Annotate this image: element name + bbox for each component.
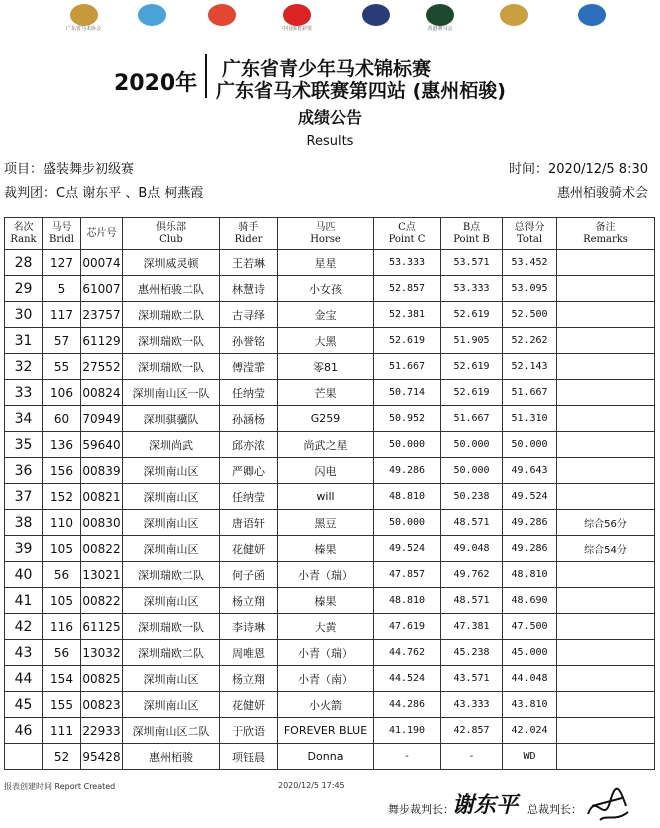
column-header-en: Rank — [10, 233, 37, 245]
total-cell: 51.310 — [503, 406, 557, 432]
total-cell: 52.500 — [503, 302, 557, 328]
remarks-cell — [557, 328, 655, 354]
point-b-cell: 48.571 — [441, 588, 503, 614]
club-cell: 深圳骐骥队 — [123, 406, 220, 432]
point-b-cell: 52.619 — [441, 380, 503, 406]
rider-cell: 杨立翔 — [220, 666, 278, 692]
point-b-cell: 43.571 — [441, 666, 503, 692]
chief-judge-signature: 谢东平 — [452, 792, 519, 818]
point-b-cell: 48.571 — [441, 510, 503, 536]
remarks-cell — [557, 744, 655, 770]
rank-cell: 37 — [5, 484, 43, 510]
remarks-cell — [557, 250, 655, 276]
club-cell: 深圳瑞欧二队 — [123, 562, 220, 588]
rank-cell: 30 — [5, 302, 43, 328]
total-cell: 42.024 — [503, 718, 557, 744]
total-cell: 47.500 — [503, 614, 557, 640]
total-cell: 49.286 — [503, 510, 557, 536]
remarks-cell — [557, 484, 655, 510]
remarks-cell: 综合54分 — [557, 536, 655, 562]
bridle-cell: 111 — [43, 718, 81, 744]
column-header-cn: 马匹 — [315, 221, 336, 233]
horse-cell: 闪电 — [278, 458, 374, 484]
point-b-cell: 50.000 — [441, 432, 503, 458]
chip-cell: 00824 — [81, 380, 123, 406]
rider-cell: 李诗琳 — [220, 614, 278, 640]
point-c-cell: 52.381 — [374, 302, 441, 328]
remarks-cell — [557, 354, 655, 380]
chief-judge-label: 舞步裁判长： — [388, 803, 454, 816]
table-row — [5, 250, 655, 276]
shield-emblem-logo — [362, 4, 390, 36]
point-c-cell: 48.810 — [374, 484, 441, 510]
rank-cell: 46 — [5, 718, 43, 744]
table-row — [5, 276, 655, 302]
column-header-en: Point C — [388, 233, 426, 245]
club-cell: 深圳尚武 — [123, 432, 220, 458]
total-cell: 48.810 — [503, 562, 557, 588]
bridle-cell: 110 — [43, 510, 81, 536]
rider-cell: 林慧诗 — [220, 276, 278, 302]
column-header-cn: 总得分 — [514, 221, 545, 233]
rank-cell: 41 — [5, 588, 43, 614]
column-header — [278, 218, 374, 250]
point-b-cell: 52.619 — [441, 354, 503, 380]
point-c-cell: - — [374, 744, 441, 770]
total-cell: 45.000 — [503, 640, 557, 666]
rank-cell: 42 — [5, 614, 43, 640]
chip-cell: 00074 — [81, 250, 123, 276]
bridle-cell: 52 — [43, 744, 81, 770]
horse-cell: Donna — [278, 744, 374, 770]
general-judge-label: 总裁判长： — [527, 803, 582, 816]
point-b-cell: 50.000 — [441, 458, 503, 484]
point-c-cell: 51.667 — [374, 354, 441, 380]
column-header-cn: B点 — [462, 221, 481, 233]
table-row — [5, 614, 655, 640]
point-c-cell: 50.714 — [374, 380, 441, 406]
column-header — [374, 218, 441, 250]
column-header — [441, 218, 503, 250]
bridle-cell: 127 — [43, 250, 81, 276]
point-c-cell: 49.286 — [374, 458, 441, 484]
bridle-cell: 116 — [43, 614, 81, 640]
title-line-2: 广东省马术联赛第四站 (惠州栢骏) — [216, 80, 506, 102]
rider-cell: 杨立翔 — [220, 588, 278, 614]
horse-cell: 大黄 — [278, 614, 374, 640]
rank-cell: 38 — [5, 510, 43, 536]
horse-cell: 星星 — [278, 250, 374, 276]
point-c-cell: 48.810 — [374, 588, 441, 614]
event-time: 时间：2020/12/5 8:30 — [509, 162, 648, 177]
table-row — [5, 666, 655, 692]
club-cell: 深圳南山区 — [123, 510, 220, 536]
table-row — [5, 484, 655, 510]
horse-cell: 芒果 — [278, 380, 374, 406]
guangdong-equestrian-association-logo — [66, 4, 101, 36]
club-cell: 深圳南山区 — [123, 458, 220, 484]
total-cell: 43.810 — [503, 692, 557, 718]
rank-cell: 36 — [5, 458, 43, 484]
remarks-cell — [557, 406, 655, 432]
games-logo-2-mark — [208, 4, 236, 26]
rider-cell: 花健妍 — [220, 692, 278, 718]
rank-cell: 34 — [5, 406, 43, 432]
total-cell: 53.095 — [503, 276, 557, 302]
chip-cell: 00839 — [81, 458, 123, 484]
games-logo-1-mark — [138, 4, 166, 26]
point-c-cell: 41.190 — [374, 718, 441, 744]
point-b-cell: 52.619 — [441, 302, 503, 328]
bridle-cell: 56 — [43, 562, 81, 588]
rider-cell: 王若琳 — [220, 250, 278, 276]
rank-cell — [5, 744, 43, 770]
rider-cell: 任纳莹 — [220, 484, 278, 510]
total-cell: 50.000 — [503, 432, 557, 458]
point-b-cell: 50.238 — [441, 484, 503, 510]
total-cell: 51.667 — [503, 380, 557, 406]
club-cell: 深圳南山区 — [123, 484, 220, 510]
club-cell: 深圳瑞欧一队 — [123, 354, 220, 380]
column-header-cn: 马号 — [51, 221, 72, 233]
remarks-cell — [557, 640, 655, 666]
club-cell: 惠州栢骏二队 — [123, 276, 220, 302]
horse-cell: 零81 — [278, 354, 374, 380]
horse-cell: 金宝 — [278, 302, 374, 328]
bridle-cell: 55 — [43, 354, 81, 380]
remarks-cell — [557, 614, 655, 640]
bridle-cell: 57 — [43, 328, 81, 354]
horse-club-logo-mark — [500, 4, 528, 26]
column-header-en: Remarks — [583, 233, 628, 245]
table-row — [5, 380, 655, 406]
rider-cell: 何子函 — [220, 562, 278, 588]
column-header-en: Horse — [310, 233, 341, 245]
chip-cell: 59640 — [81, 432, 123, 458]
shield-emblem-logo-mark — [362, 4, 390, 26]
remarks-cell — [557, 380, 655, 406]
remarks-cell — [557, 692, 655, 718]
title-block — [0, 54, 660, 104]
column-header-en: Point B — [453, 233, 490, 245]
point-c-cell: 52.619 — [374, 328, 441, 354]
table-row — [5, 354, 655, 380]
hong-kong-jockey-club-logo-caption: 香港赛马会 — [427, 26, 453, 32]
event-year: 2020年 — [114, 71, 198, 96]
column-header — [557, 218, 655, 250]
horse-cell: will — [278, 484, 374, 510]
table-row — [5, 588, 655, 614]
rank-cell: 35 — [5, 432, 43, 458]
club-cell: 深圳南山区 — [123, 666, 220, 692]
rider-cell: 傅滢霏 — [220, 354, 278, 380]
column-header-cn: 俱乐部 — [156, 221, 186, 233]
column-header-en: Total — [516, 233, 543, 245]
total-cell: WD — [503, 744, 557, 770]
hong-kong-jockey-club-logo — [426, 4, 454, 36]
table-row — [5, 510, 655, 536]
games-logo-2 — [208, 4, 236, 36]
remarks-cell — [557, 302, 655, 328]
games-logo-1 — [138, 4, 166, 36]
remarks-cell — [557, 458, 655, 484]
title-divider — [205, 54, 207, 98]
rider-cell: 花健妍 — [220, 536, 278, 562]
table-row — [5, 562, 655, 588]
table-row — [5, 744, 655, 770]
rider-cell: 孙涵杨 — [220, 406, 278, 432]
chip-cell: 13032 — [81, 640, 123, 666]
sponsor-logos — [0, 4, 660, 38]
point-c-cell: 44.286 — [374, 692, 441, 718]
rank-cell: 40 — [5, 562, 43, 588]
horse-cell: 小青（南） — [278, 666, 374, 692]
column-header — [5, 218, 43, 250]
rank-cell: 31 — [5, 328, 43, 354]
horse-head-logo — [578, 4, 606, 36]
table-row — [5, 640, 655, 666]
horse-cell: FOREVER BLUE — [278, 718, 374, 744]
table-row — [5, 718, 655, 744]
chip-cell: 23757 — [81, 302, 123, 328]
chip-cell: 13021 — [81, 562, 123, 588]
total-cell: 49.286 — [503, 536, 557, 562]
bridle-cell: 136 — [43, 432, 81, 458]
point-c-cell: 50.000 — [374, 510, 441, 536]
bridle-cell: 117 — [43, 302, 81, 328]
point-b-cell: 51.905 — [441, 328, 503, 354]
table-header-row — [5, 218, 655, 250]
report-created-label: 报表创建时间 Report Created — [4, 782, 116, 791]
rank-cell: 29 — [5, 276, 43, 302]
bridle-cell: 152 — [43, 484, 81, 510]
point-b-cell: 53.571 — [441, 250, 503, 276]
point-b-cell: 45.238 — [441, 640, 503, 666]
horse-cell: 黑豆 — [278, 510, 374, 536]
chip-cell: 00825 — [81, 666, 123, 692]
rider-cell: 项钰晨 — [220, 744, 278, 770]
bridle-cell: 106 — [43, 380, 81, 406]
guangdong-equestrian-association-logo-mark — [70, 4, 98, 26]
rider-cell: 于欣语 — [220, 718, 278, 744]
point-b-cell: 51.667 — [441, 406, 503, 432]
rank-cell: 44 — [5, 666, 43, 692]
table-row — [5, 458, 655, 484]
rider-cell: 任纳莹 — [220, 380, 278, 406]
bridle-cell: 155 — [43, 692, 81, 718]
column-header-en: Bridl — [49, 233, 74, 245]
column-header-cn: 芯片号 — [86, 227, 117, 239]
chip-cell: 70949 — [81, 406, 123, 432]
rank-cell: 39 — [5, 536, 43, 562]
remarks-cell — [557, 432, 655, 458]
bridle-cell: 154 — [43, 666, 81, 692]
horse-cell: G259 — [278, 406, 374, 432]
rider-cell: 邱亦浓 — [220, 432, 278, 458]
rank-cell: 28 — [5, 250, 43, 276]
chip-cell: 00821 — [81, 484, 123, 510]
horse-club-logo — [500, 4, 528, 36]
table-row — [5, 432, 655, 458]
general-judge-signature — [582, 784, 634, 828]
point-c-cell: 47.857 — [374, 562, 441, 588]
column-header — [43, 218, 81, 250]
rider-cell: 严卿心 — [220, 458, 278, 484]
chip-cell: 22933 — [81, 718, 123, 744]
total-cell: 53.452 — [503, 250, 557, 276]
chip-cell: 00823 — [81, 692, 123, 718]
guangdong-equestrian-association-logo-caption: 广东省马术协会 — [66, 26, 102, 32]
point-b-cell: 47.381 — [441, 614, 503, 640]
bridle-cell: 105 — [43, 536, 81, 562]
point-b-cell: - — [441, 744, 503, 770]
point-b-cell: 53.333 — [441, 276, 503, 302]
club-cell: 深圳瑞欧二队 — [123, 640, 220, 666]
remarks-cell — [557, 718, 655, 744]
horse-cell: 榛果 — [278, 588, 374, 614]
title-line-1: 广东省青少年马术锦标赛 — [222, 58, 432, 80]
rank-cell: 43 — [5, 640, 43, 666]
club-cell: 深圳南山区 — [123, 536, 220, 562]
report-created-date: 2020/12/5 17:45 — [278, 781, 345, 790]
total-cell: 52.143 — [503, 354, 557, 380]
point-c-cell: 50.952 — [374, 406, 441, 432]
horse-cell: 尚武之星 — [278, 432, 374, 458]
club-cell: 深圳南山区一队 — [123, 380, 220, 406]
chip-cell: 27552 — [81, 354, 123, 380]
total-cell: 44.048 — [503, 666, 557, 692]
chip-cell: 61125 — [81, 614, 123, 640]
rank-cell: 45 — [5, 692, 43, 718]
column-header — [220, 218, 278, 250]
club-cell: 深圳南山区二队 — [123, 718, 220, 744]
point-c-cell: 50.000 — [374, 432, 441, 458]
point-c-cell: 47.619 — [374, 614, 441, 640]
bridle-cell: 5 — [43, 276, 81, 302]
club-cell: 深圳瑞欧二队 — [123, 302, 220, 328]
chip-cell: 61129 — [81, 328, 123, 354]
column-header — [503, 218, 557, 250]
club-cell: 惠州栢骏 — [123, 744, 220, 770]
point-c-cell: 49.524 — [374, 536, 441, 562]
chip-cell: 95428 — [81, 744, 123, 770]
point-b-cell: 49.762 — [441, 562, 503, 588]
column-header-cn: C点 — [398, 221, 416, 233]
point-b-cell: 49.048 — [441, 536, 503, 562]
column-header-cn: 名次 — [13, 221, 34, 233]
point-b-cell: 42.857 — [441, 718, 503, 744]
horse-cell: 小青（瑞） — [278, 640, 374, 666]
table-row — [5, 692, 655, 718]
column-header-cn: 备注 — [595, 221, 616, 233]
bridle-cell: 156 — [43, 458, 81, 484]
club-cell: 深圳南山区 — [123, 588, 220, 614]
remarks-cell: 综合56分 — [557, 510, 655, 536]
remarks-cell — [557, 276, 655, 302]
table-row — [5, 328, 655, 354]
results-heading: 成绩公告 — [297, 108, 362, 127]
chip-cell: 61007 — [81, 276, 123, 302]
horse-cell: 大黑 — [278, 328, 374, 354]
total-cell: 48.690 — [503, 588, 557, 614]
rank-cell: 33 — [5, 380, 43, 406]
total-cell: 49.524 — [503, 484, 557, 510]
china-sports-lottery-logo-caption: 中国体育彩票 — [282, 26, 313, 32]
rider-cell: 古寻绎 — [220, 302, 278, 328]
chip-cell: 00822 — [81, 588, 123, 614]
column-header — [123, 218, 220, 250]
rider-cell: 周唯恩 — [220, 640, 278, 666]
remarks-cell — [557, 562, 655, 588]
event-name: 项目：盛装舞步初级赛 — [4, 162, 135, 177]
point-c-cell: 53.333 — [374, 250, 441, 276]
column-header — [81, 218, 123, 250]
rider-cell: 唐语轩 — [220, 510, 278, 536]
horse-cell: 小火箭 — [278, 692, 374, 718]
horse-head-logo-mark — [578, 4, 606, 26]
results-table — [4, 217, 655, 770]
rider-cell: 孙誉铭 — [220, 328, 278, 354]
club-cell: 深圳南山区 — [123, 692, 220, 718]
bridle-cell: 105 — [43, 588, 81, 614]
hong-kong-jockey-club-logo-mark — [426, 4, 454, 26]
horse-cell: 小女孩 — [278, 276, 374, 302]
column-header-en: Rider — [234, 233, 263, 245]
point-c-cell: 44.762 — [374, 640, 441, 666]
point-c-cell: 52.857 — [374, 276, 441, 302]
table-row — [5, 406, 655, 432]
bridle-cell: 56 — [43, 640, 81, 666]
remarks-cell — [557, 666, 655, 692]
judges-panel: 裁判团：C点 谢东平 、B点 柯燕霞 — [4, 186, 204, 201]
total-cell: 49.643 — [503, 458, 557, 484]
table-row — [5, 536, 655, 562]
remarks-cell — [557, 588, 655, 614]
horse-cell: 小青（瑞） — [278, 562, 374, 588]
club-cell: 深圳瑞欧一队 — [123, 328, 220, 354]
chip-cell: 00830 — [81, 510, 123, 536]
chip-cell: 00822 — [81, 536, 123, 562]
point-c-cell: 44.524 — [374, 666, 441, 692]
china-sports-lottery-logo-mark — [283, 4, 311, 26]
horse-cell: 榛果 — [278, 536, 374, 562]
club-cell: 深圳威灵顿 — [123, 250, 220, 276]
china-sports-lottery-logo — [282, 4, 312, 36]
total-cell: 52.262 — [503, 328, 557, 354]
table-row — [5, 302, 655, 328]
column-header-cn: 骑手 — [238, 221, 259, 233]
rank-cell: 32 — [5, 354, 43, 380]
organizer: 惠州栢骏骑术会 — [556, 186, 648, 201]
bridle-cell: 60 — [43, 406, 81, 432]
column-header-en: Club — [159, 233, 183, 245]
point-b-cell: 43.333 — [441, 692, 503, 718]
club-cell: 深圳瑞欧一队 — [123, 614, 220, 640]
results-heading-en: Results — [306, 134, 354, 149]
